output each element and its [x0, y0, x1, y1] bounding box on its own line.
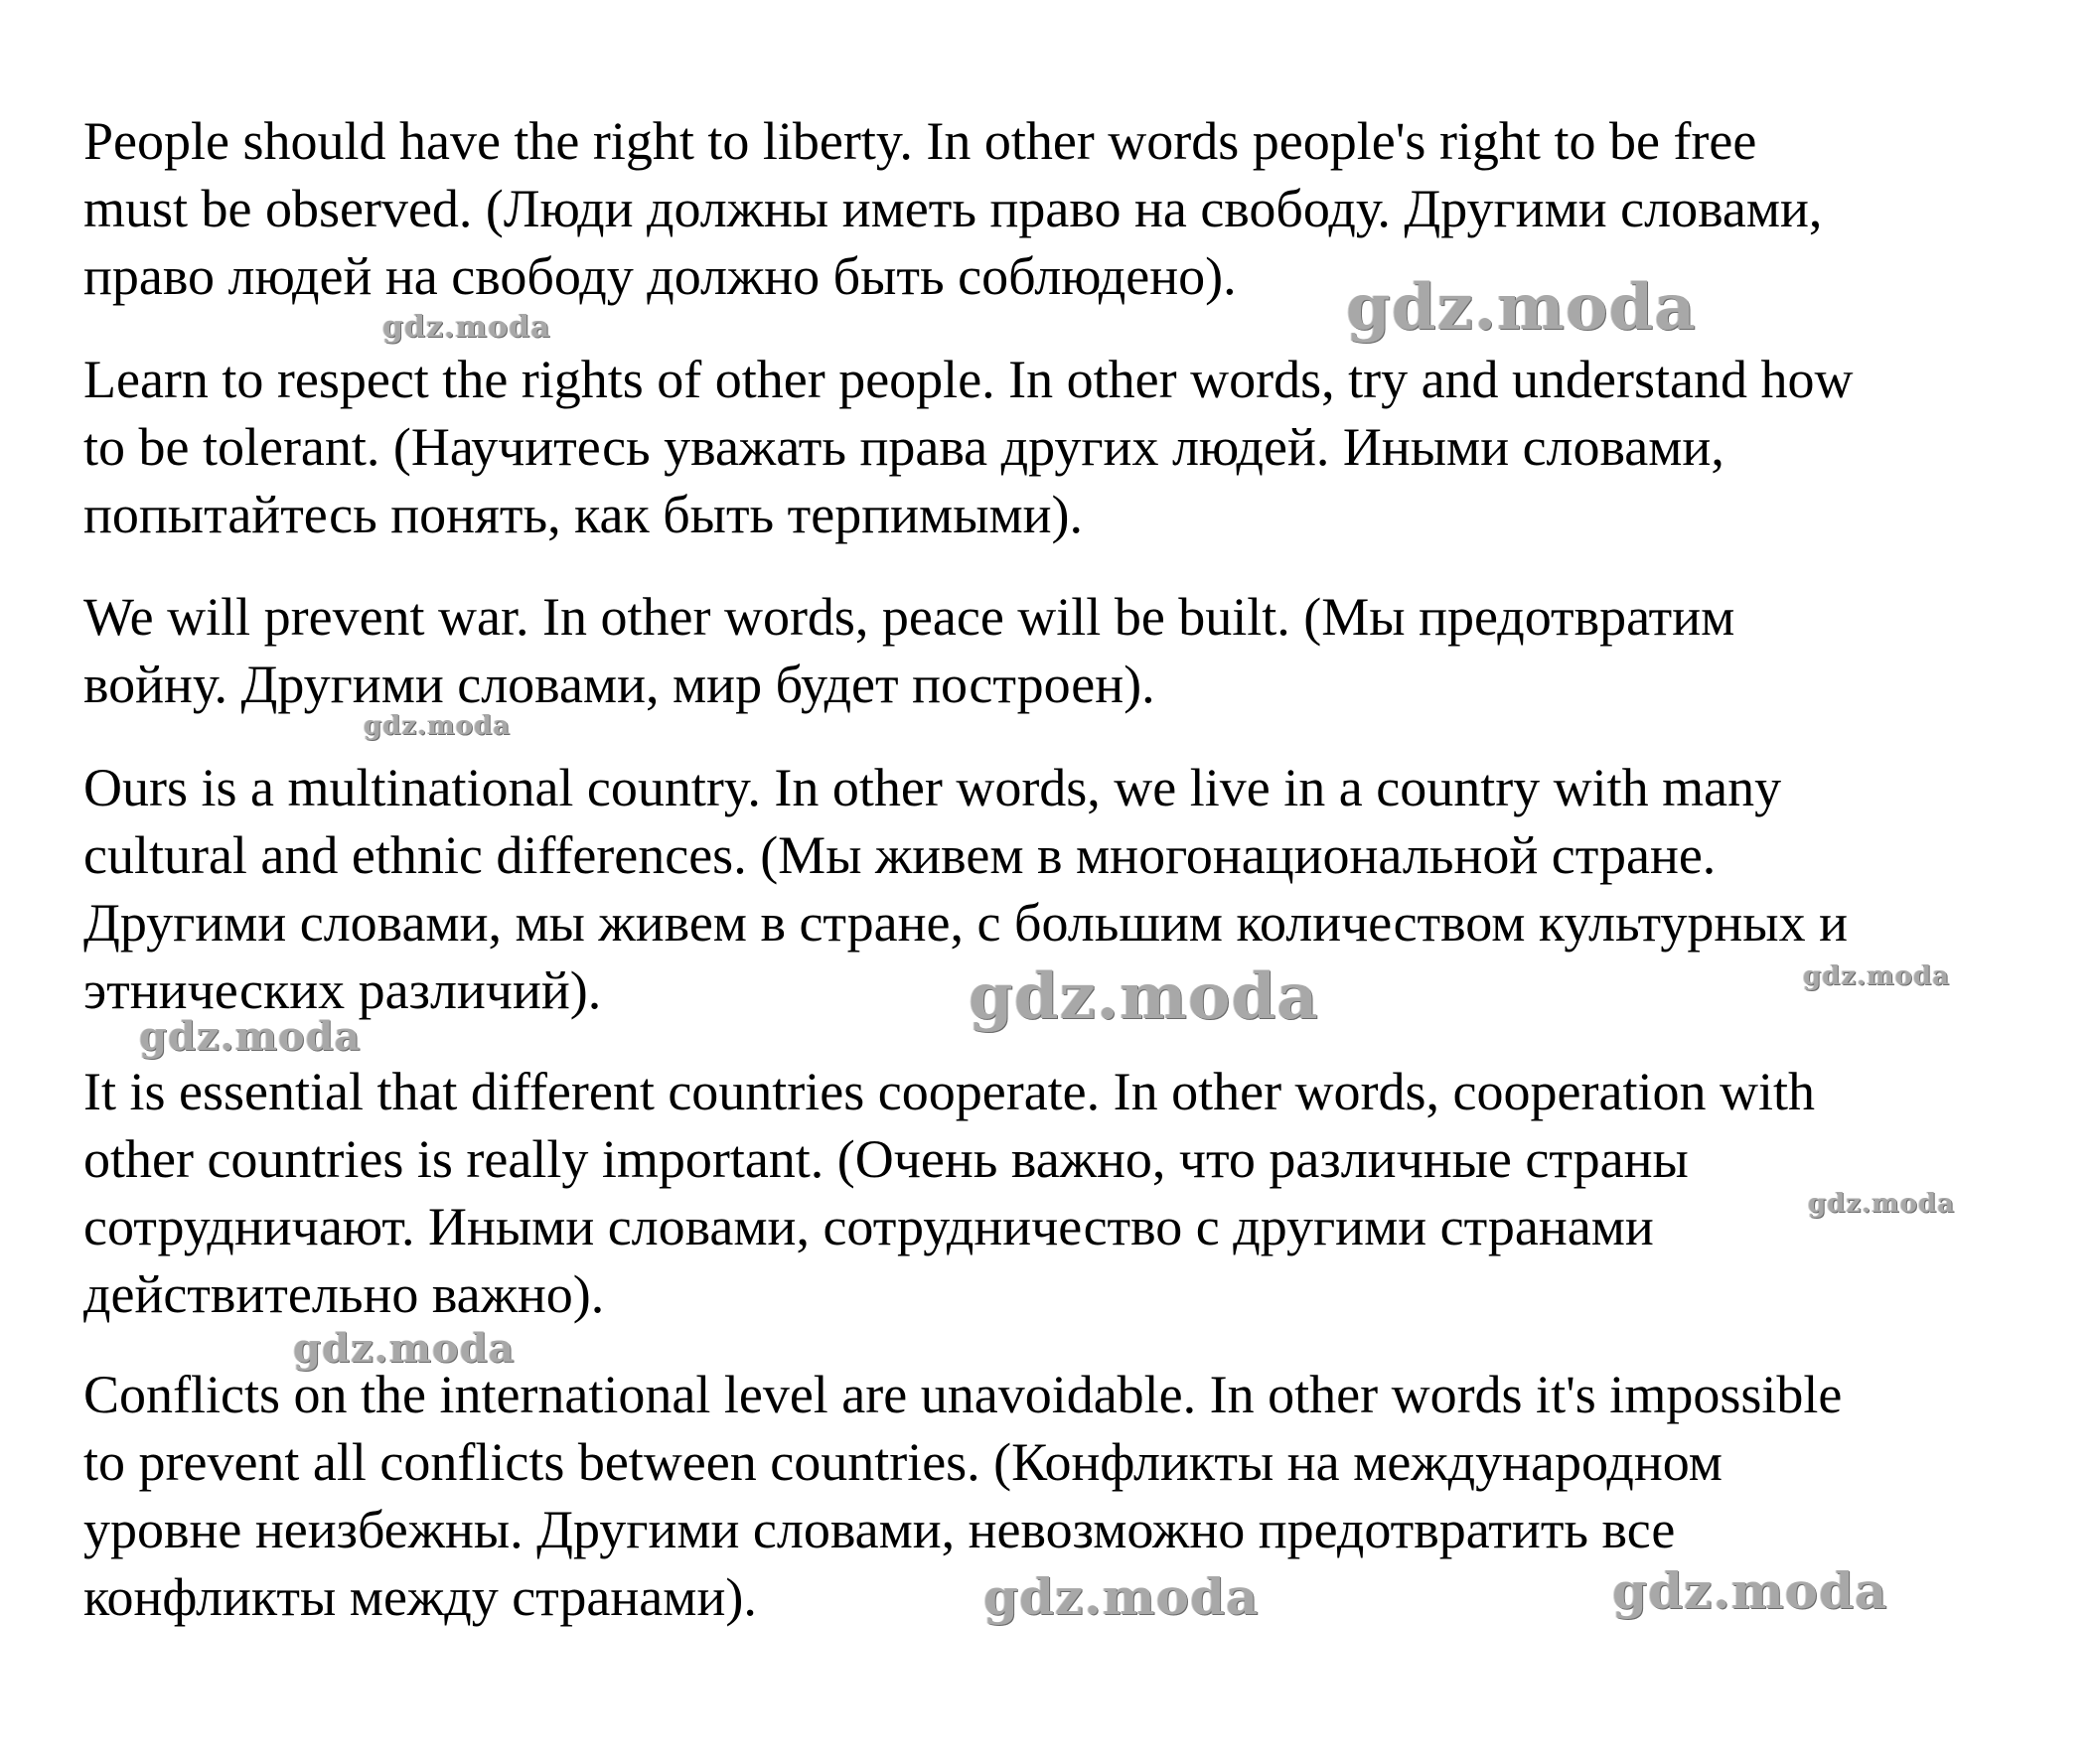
text-line: Ours is a multinational country. In other words, we live in a country with many — [83, 758, 1782, 817]
text-line: It is essential that different countries cooperate. In other words, cooperation with — [83, 1062, 1815, 1121]
paragraph-cooperation — [83, 1058, 2050, 1328]
paragraph-conflicts — [83, 1361, 2050, 1631]
paragraph-liberty — [83, 107, 2050, 310]
watermark: gdz.moda — [139, 1013, 362, 1060]
text-line: попытайтесь понять, как быть терпимыми). — [83, 485, 1084, 544]
watermark: gdz.moda — [1612, 1561, 1888, 1620]
text-line: Conflicts on the international level are unavoidable. In other words it's impossible — [83, 1365, 1843, 1424]
watermark: gdz.moda — [364, 711, 512, 741]
text-line: уровне неизбежны. Другими словами, невозможно предотвратить все — [83, 1500, 1676, 1559]
text-line: этнических различий). — [83, 960, 602, 1020]
text-line: Learn to respect the rights of other people. In other words, try and understand how — [83, 350, 1854, 409]
watermark: gdz.moda — [1346, 270, 1697, 345]
text-line: to prevent all conflicts between countries. (Конфликты на международном — [83, 1432, 1723, 1492]
text-line: право людей на свободу должно быть соблюдено). — [83, 246, 1237, 306]
text-line: сотрудничают. Иными словами, сотрудничество с другими странами — [83, 1197, 1654, 1256]
text-line: cultural and ethnic differences. (Мы живем в многонациональной стране. — [83, 825, 1717, 885]
paragraph-multinational — [83, 754, 2050, 1024]
text-line: People should have the right to liberty. In other words people's right to be free — [83, 111, 1757, 171]
text-line: must be observed. (Люди должны иметь право на свободу. Другими словами, — [83, 179, 1823, 238]
watermark: gdz.moda — [293, 1325, 516, 1372]
text-line: We will prevent war. In other words, peace will be built. (Мы предотвратим — [83, 587, 1735, 647]
watermark: gdz.moda — [983, 1567, 1260, 1626]
paragraph-prevent-war — [83, 583, 2050, 718]
text-line: войну. Другими словами, мир будет построен). — [83, 655, 1155, 714]
text-line: other countries is really important. (Очень важно, что различные страны — [83, 1129, 1689, 1189]
watermark: gdz.moda — [1808, 1189, 1956, 1219]
paragraph-respect-rights — [83, 346, 2050, 548]
watermark: gdz.moda — [1803, 961, 1951, 991]
watermark: gdz.moda — [382, 310, 551, 345]
text-line: действительно важно). — [83, 1264, 605, 1324]
text-line: Другими словами, мы живем в стране, с большим количеством культурных и — [83, 893, 1848, 953]
text-line: to be tolerant. (Научитесь уважать права других людей. Иными словами, — [83, 417, 1724, 477]
text-line: конфликты между странами). — [83, 1567, 757, 1627]
watermark: gdz.moda — [969, 959, 1319, 1034]
